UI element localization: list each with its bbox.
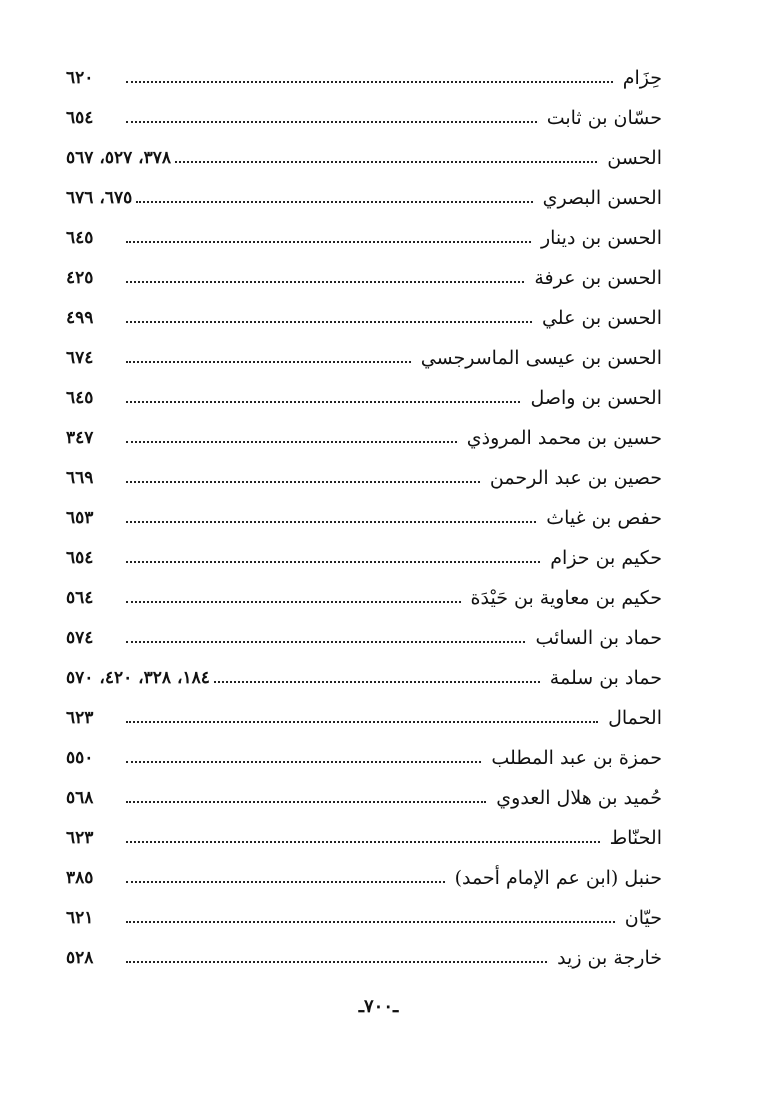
index-entry bbox=[66, 818, 662, 858]
entry-pages: ٣٨٥ bbox=[66, 868, 94, 888]
page-number: ـ٧٠٠ـ bbox=[358, 996, 399, 1017]
entry-name: حسّان بن ثابت bbox=[546, 107, 662, 129]
entry-pages: ٦٢٣ bbox=[66, 828, 94, 848]
entry-pages: ٥٧٤ bbox=[66, 628, 94, 648]
index-entry bbox=[66, 658, 662, 698]
entry-pages: ٣٤٧ bbox=[66, 428, 94, 448]
index-entry bbox=[66, 578, 662, 618]
dot-leader bbox=[126, 881, 445, 883]
name-index-list bbox=[66, 58, 662, 978]
dot-leader bbox=[126, 921, 615, 923]
entry-pages: ٣٧٨، ٥٢٧، ٥٦٧ bbox=[66, 148, 172, 168]
dot-leader bbox=[126, 961, 547, 963]
index-entry bbox=[66, 858, 662, 898]
index-entry bbox=[66, 58, 662, 98]
dot-leader bbox=[126, 241, 531, 243]
entry-name: الحسن بن علي bbox=[541, 307, 662, 329]
index-entry bbox=[66, 338, 662, 378]
dot-leader bbox=[126, 481, 480, 483]
entry-pages: ٥٥٠ bbox=[66, 748, 94, 768]
entry-pages: ٦٤٥ bbox=[66, 228, 94, 248]
entry-pages: ٦٢١ bbox=[66, 908, 94, 928]
entry-name: الحسن bbox=[607, 147, 662, 169]
entry-pages: ٦٦٩ bbox=[66, 468, 94, 488]
entry-pages: ٦٢٠ bbox=[66, 68, 94, 88]
index-entry bbox=[66, 218, 662, 258]
index-entry bbox=[66, 778, 662, 818]
dot-leader bbox=[126, 841, 600, 843]
index-entry bbox=[66, 938, 662, 978]
entry-name: الحسن بن واصل bbox=[530, 387, 662, 409]
index-entry bbox=[66, 258, 662, 298]
index-entry bbox=[66, 738, 662, 778]
entry-pages: ٦٧٥، ٦٧٦ bbox=[66, 188, 133, 208]
index-entry bbox=[66, 378, 662, 418]
dot-leader bbox=[126, 601, 461, 603]
dot-leader bbox=[126, 761, 481, 763]
dot-leader bbox=[126, 321, 532, 323]
index-entry bbox=[66, 458, 662, 498]
entry-name: حكيم بن معاوية بن حَيْدَة bbox=[470, 587, 662, 609]
index-entry bbox=[66, 138, 662, 178]
dot-leader bbox=[126, 441, 457, 443]
index-entry bbox=[66, 98, 662, 138]
entry-name: حكيم بن حزام bbox=[550, 547, 662, 569]
entry-pages: ٦٥٤ bbox=[66, 108, 94, 128]
entry-pages: ٦٥٣ bbox=[66, 508, 94, 528]
entry-pages: ٥٢٨ bbox=[66, 948, 94, 968]
entry-name: حفص بن غياث bbox=[546, 507, 662, 529]
index-entry bbox=[66, 898, 662, 938]
entry-name: خارجة بن زيد bbox=[557, 947, 662, 969]
dot-leader bbox=[126, 801, 486, 803]
index-entry bbox=[66, 418, 662, 458]
index-entry bbox=[66, 538, 662, 578]
entry-name: حصين بن عبد الرحمن bbox=[489, 467, 662, 489]
dot-leader bbox=[126, 401, 520, 403]
dot-leader bbox=[126, 721, 598, 723]
entry-name: الحسن البصري bbox=[542, 187, 662, 209]
entry-name: الحسن بن دينار bbox=[540, 227, 662, 249]
dot-leader bbox=[126, 281, 524, 283]
dot-leader bbox=[126, 561, 540, 563]
dot-leader bbox=[126, 521, 536, 523]
entry-pages: ٥٦٤ bbox=[66, 588, 94, 608]
entry-name: حماد بن سلمة bbox=[549, 667, 662, 689]
entry-pages: ٤٢٥ bbox=[66, 268, 94, 288]
entry-name: الحمال bbox=[608, 707, 662, 729]
entry-name: حماد بن السائب bbox=[535, 627, 662, 649]
entry-pages: ١٨٤، ٣٢٨، ٤٢٠، ٥٧٠ bbox=[66, 668, 210, 688]
entry-name: حنبل (ابن عم الإمام أحمد) bbox=[454, 867, 662, 889]
dot-leader bbox=[126, 81, 613, 83]
dot-leader bbox=[175, 161, 597, 163]
index-entry bbox=[66, 618, 662, 658]
entry-name: حسين بن محمد المروذي bbox=[466, 427, 662, 449]
entry-pages: ٦٢٣ bbox=[66, 708, 94, 728]
entry-pages: ٤٩٩ bbox=[66, 308, 94, 328]
dot-leader bbox=[126, 641, 525, 643]
entry-pages: ٦٤٥ bbox=[66, 388, 94, 408]
entry-pages: ٦٧٤ bbox=[66, 348, 94, 368]
entry-name: حيّان bbox=[624, 907, 662, 929]
dot-leader bbox=[126, 361, 411, 363]
entry-name: حُميد بن هلال العدوي bbox=[496, 787, 662, 809]
dot-leader bbox=[136, 201, 532, 203]
index-entry bbox=[66, 698, 662, 738]
dot-leader bbox=[214, 681, 540, 683]
entry-pages: ٥٦٨ bbox=[66, 788, 94, 808]
entry-name: حمزة بن عبد المطلب bbox=[491, 747, 662, 769]
entry-name: الحسن بن عرفة bbox=[534, 267, 662, 289]
entry-name: حِزَام bbox=[622, 67, 662, 89]
entry-name: الحنّاط bbox=[609, 827, 662, 849]
entry-pages: ٦٥٤ bbox=[66, 548, 94, 568]
index-entry bbox=[66, 298, 662, 338]
dot-leader bbox=[126, 121, 537, 123]
entry-name: الحسن بن عيسى الماسرجسي bbox=[420, 347, 662, 369]
index-entry bbox=[66, 498, 662, 538]
index-entry bbox=[66, 178, 662, 218]
